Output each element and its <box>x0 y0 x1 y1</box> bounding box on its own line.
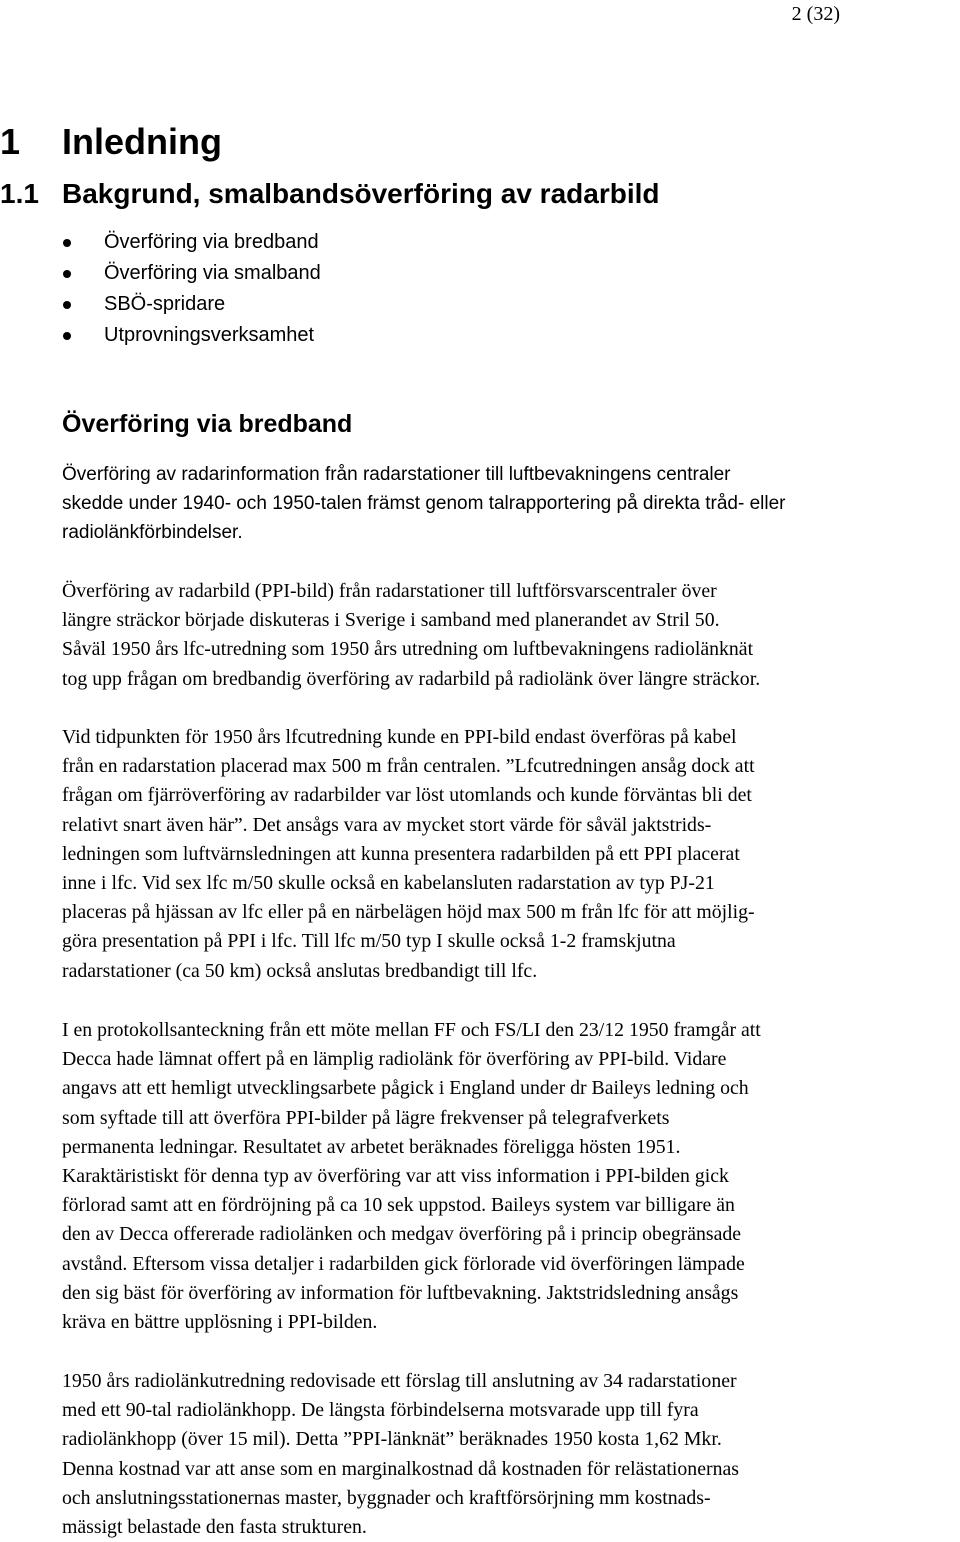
list-item <box>0 227 321 258</box>
page-number: 2 (32) <box>791 3 840 25</box>
text-line: ledningen som luftvärnsledningen att kunna presentera radarbilden på ett PPI placerat <box>62 842 740 865</box>
text-line: skedde under 1940- och 1950-talen främst genom talrapportering på direkta tråd- eller <box>62 493 786 515</box>
text-line: Såväl 1950 års lfc-utredning som 1950 års utredning om luftbevakningens radiolänknät <box>62 638 754 661</box>
text-line: radarstationer (ca 50 km) också anslutas bredbandigt till lfc. <box>62 959 538 982</box>
paragraph-3 <box>62 723 960 986</box>
text-line: Överföring av radarbild (PPI-bild) från radarstationer till luftförsvarscentraler över <box>62 580 717 602</box>
text-line: Karaktäristiskt för denna typ av överföring var att viss information i PPI-bilden gick <box>62 1165 729 1188</box>
heading-1-1-title: Bakgrund, smalbandsöverföring av radarbild <box>62 178 660 209</box>
paragraph-4 <box>62 1016 960 1337</box>
heading-1-title: Inledning <box>62 121 222 162</box>
text-line: som syftade till att överföra PPI-bilder på lägre frekvenser på telegrafverkets <box>62 1106 670 1129</box>
bullet-icon <box>63 239 71 247</box>
text-line: kräva en bättre upplösning i PPI-bilden. <box>62 1311 378 1334</box>
section-heading: Överföring via bredband <box>62 410 353 438</box>
text-line: angavs att ett hemligt utvecklingsarbete pågick i England under dr Baileys ledning och <box>62 1077 749 1100</box>
list-item-text: Överföring via smalband <box>104 262 321 284</box>
text-line: och anslutningsstationernas master, byggnader och kraftförsörjning mm kostnads- <box>62 1486 711 1509</box>
topic-list <box>0 227 321 351</box>
text-line: tog upp frågan om bredbandig överföring av radarbild på radiolänk över längre sträckor. <box>62 667 761 690</box>
text-line: Decca hade lämnat offert på en lämplig radiolänk för överföring av PPI-bild. Vidare <box>62 1048 727 1071</box>
text-line: den sig bäst för överföring av information för luftbevakning. Jaktstridsledning ansågs <box>62 1281 739 1304</box>
text-line: I en protokollsanteckning från ett möte mellan FF och FS/LI den 23/12 1950 framgår att <box>62 1019 761 1041</box>
text-line: Vid tidpunkten för 1950 års lfcutredning kunde en PPI-bild endast överföras på kabel <box>62 726 737 748</box>
heading-1 <box>0 120 222 164</box>
text-line: den av Decca offererade radiolänken och medgav överföring på i princip obegränsade <box>62 1223 742 1246</box>
text-line: inne i lfc. Vid sex lfc m/50 skulle också en kabelansluten radarstation av typ PJ-21 <box>62 872 715 895</box>
text-line: avstånd. Eftersom vissa detaljer i radarbilden gick förlorade vid överföringen lämpade <box>62 1252 745 1275</box>
text-line: frågan om fjärröverföring av radarbilder var löst utomlands och kunde förväntas bli det <box>62 784 752 807</box>
list-item-text: Överföring via bredband <box>104 231 319 253</box>
heading-1-number: 1 <box>0 121 21 162</box>
list-item <box>0 320 321 351</box>
text-line: längre sträckor började diskuteras i Sverige i samband med planerandet av Stril 50. <box>62 609 720 632</box>
text-line: Denna kostnad var att anse som en marginalkostnad då kostnaden för relästationernas <box>62 1457 739 1480</box>
paragraph-5 <box>62 1367 960 1542</box>
text-line: från en radarstation placerad max 500 m från centralen. ”Lfcutredningen ansåg dock att <box>62 755 755 778</box>
text-line: mässigt belastade den fasta strukturen. <box>62 1516 367 1539</box>
heading-1-1 <box>0 176 659 212</box>
list-item <box>0 289 321 320</box>
paragraph-2 <box>62 577 960 694</box>
heading-1-1-number: 1.1 <box>0 178 39 209</box>
paragraph-1 <box>62 460 960 548</box>
text-line: förlorad samt att en fördröjning på ca 10 sek uppstod. Baileys system var billigare än <box>62 1194 735 1217</box>
text-line: radiolänkhopp (över 15 mil). Detta ”PPI-länknät” beräknades 1950 kosta 1,62 Mkr. <box>62 1428 722 1451</box>
text-line: med ett 90-tal radiolänkhopp. De längsta förbindelserna motsvarade upp till fyra <box>62 1399 699 1422</box>
text-line: 1950 års radiolänkutredning redovisade ett förslag till anslutning av 34 radarstationer <box>62 1370 737 1392</box>
bullet-icon <box>63 270 71 278</box>
list-item <box>0 258 321 289</box>
text-line: placeras på hjässan av lfc eller på en närbelägen höjd max 500 m från lfc för att möjlig- <box>62 901 755 924</box>
list-item-text: Utprovningsverksamhet <box>104 324 315 346</box>
text-line: relativt snart även här”. Det ansågs vara av mycket stort värde för såväl jaktstrids- <box>62 813 712 836</box>
text-line: radiolänkförbindelser. <box>62 522 243 544</box>
text-line: göra presentation på PPI i lfc. Till lfc m/50 typ I skulle också 1-2 framskjutna <box>62 930 676 953</box>
list-item-text: SBÖ-spridare <box>104 293 226 315</box>
text-line: permanenta ledningar. Resultatet av arbetet beräknades föreligga hösten 1951. <box>62 1135 681 1158</box>
text-line: Överföring av radarinformation från radarstationer till luftbevakningens centraler <box>62 464 731 485</box>
bullet-icon <box>63 332 71 340</box>
bullet-icon <box>63 301 71 309</box>
